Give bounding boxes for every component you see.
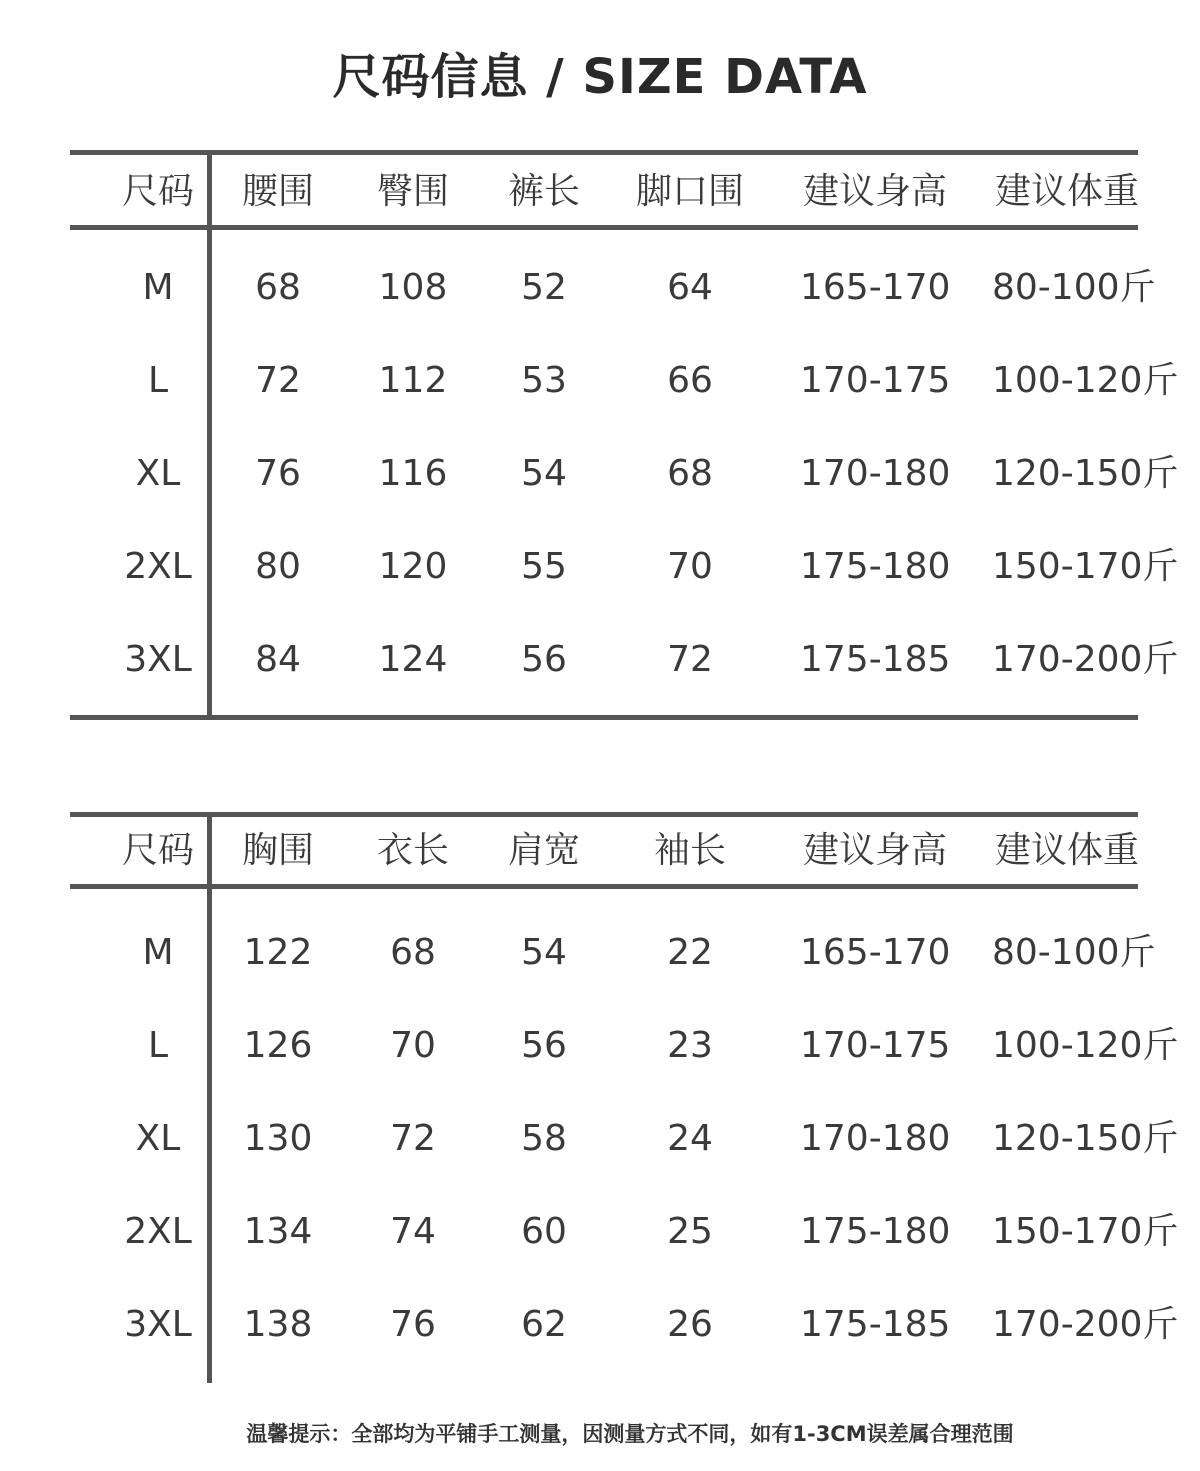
header-cell: 建议身高 [802, 171, 947, 212]
header-cell: 臀围 [376, 171, 449, 212]
column-divider [207, 817, 212, 1383]
table-top-rule [70, 812, 1138, 817]
header-rule [70, 884, 1138, 889]
value-cell: 116 [378, 453, 448, 494]
value-cell: 23 [667, 1025, 713, 1066]
value-cell: 134 [243, 1211, 313, 1252]
value-cell: 76 [255, 453, 301, 494]
size-cell: XL [135, 1118, 181, 1159]
value-cell: 25 [667, 1211, 713, 1252]
header-cell: 裤长 [507, 171, 580, 212]
value-cell: 170-200斤 [992, 639, 1179, 680]
top-size-table [70, 812, 1179, 1384]
value-cell: 54 [521, 932, 567, 973]
value-cell: 74 [390, 1211, 436, 1252]
page-title: 尺码信息 / SIZE DATA [332, 49, 868, 105]
value-cell: 53 [521, 360, 567, 401]
value-cell: 165-170 [800, 267, 951, 308]
pants-size-table [70, 150, 1179, 722]
value-cell: 26 [667, 1304, 713, 1345]
value-cell: 170-180 [800, 453, 951, 494]
value-cell: 68 [255, 267, 301, 308]
value-cell: 175-185 [800, 1304, 951, 1345]
value-cell: 60 [521, 1211, 567, 1252]
value-cell: 165-170 [800, 932, 951, 973]
value-cell: 150-170斤 [992, 546, 1179, 587]
value-cell: 170-200斤 [992, 1304, 1179, 1345]
value-cell: 76 [390, 1304, 436, 1345]
table-top-rule [70, 150, 1138, 155]
header-cell: 衣长 [376, 830, 449, 871]
value-cell: 175-180 [800, 1211, 951, 1252]
value-cell: 100-120斤 [992, 1025, 1179, 1066]
value-cell: 124 [378, 639, 448, 680]
value-cell: 175-180 [800, 546, 951, 587]
size-cell: 3XL [124, 1304, 192, 1345]
value-cell: 170-175 [800, 1025, 951, 1066]
header-cell: 尺码 [121, 830, 194, 871]
value-cell: 24 [667, 1118, 713, 1159]
header-cell: 袖长 [653, 830, 726, 871]
value-cell: 72 [255, 360, 301, 401]
value-cell: 58 [521, 1118, 567, 1159]
value-cell: 80 [255, 546, 301, 587]
value-cell: 22 [667, 932, 713, 973]
value-cell: 54 [521, 453, 567, 494]
table-bottom-rule [70, 715, 1138, 720]
header-cell: 建议体重 [994, 171, 1139, 212]
value-cell: 120-150斤 [992, 453, 1179, 494]
value-cell: 66 [667, 360, 713, 401]
value-cell: 175-185 [800, 639, 951, 680]
value-cell: 70 [390, 1025, 436, 1066]
value-cell: 126 [243, 1025, 313, 1066]
header-cell: 建议身高 [802, 830, 947, 871]
value-cell: 56 [521, 1025, 567, 1066]
value-cell: 72 [390, 1118, 436, 1159]
size-cell: 2XL [124, 546, 192, 587]
size-cell: M [142, 932, 174, 973]
size-cell: L [147, 1025, 169, 1066]
value-cell: 108 [378, 267, 448, 308]
header-cell: 腰围 [241, 171, 314, 212]
value-cell: 150-170斤 [992, 1211, 1179, 1252]
header-cell: 脚口围 [635, 171, 744, 212]
size-cell: 3XL [124, 639, 192, 680]
measurement-note: 温馨提示：全部均为平铺手工测量，因测量方式不同，如有1-3CM误差属合理范围 [246, 1422, 1014, 1446]
value-cell: 130 [243, 1118, 313, 1159]
value-cell: 100-120斤 [992, 360, 1179, 401]
value-cell: 170-180 [800, 1118, 951, 1159]
value-cell: 120-150斤 [992, 1118, 1179, 1159]
value-cell: 52 [521, 267, 567, 308]
header-cell: 胸围 [241, 830, 314, 871]
value-cell: 62 [521, 1304, 567, 1345]
value-cell: 56 [521, 639, 567, 680]
header-cell: 肩宽 [507, 830, 580, 871]
value-cell: 68 [390, 932, 436, 973]
value-cell: 68 [667, 453, 713, 494]
value-cell: 64 [667, 267, 713, 308]
value-cell: 170-175 [800, 360, 951, 401]
column-divider [207, 155, 212, 715]
value-cell: 55 [521, 546, 567, 587]
size-cell: XL [135, 453, 181, 494]
value-cell: 80-100斤 [992, 267, 1156, 308]
header-cell: 建议体重 [994, 830, 1139, 871]
value-cell: 112 [378, 360, 448, 401]
value-cell: 70 [667, 546, 713, 587]
value-cell: 122 [243, 932, 313, 973]
value-cell: 72 [667, 639, 713, 680]
size-cell: L [147, 360, 169, 401]
value-cell: 138 [243, 1304, 313, 1345]
value-cell: 84 [255, 639, 301, 680]
value-cell: 80-100斤 [992, 932, 1156, 973]
header-rule [70, 225, 1138, 230]
size-cell: M [142, 267, 174, 308]
header-cell: 尺码 [121, 171, 194, 212]
value-cell: 120 [378, 546, 448, 587]
size-cell: 2XL [124, 1211, 192, 1252]
